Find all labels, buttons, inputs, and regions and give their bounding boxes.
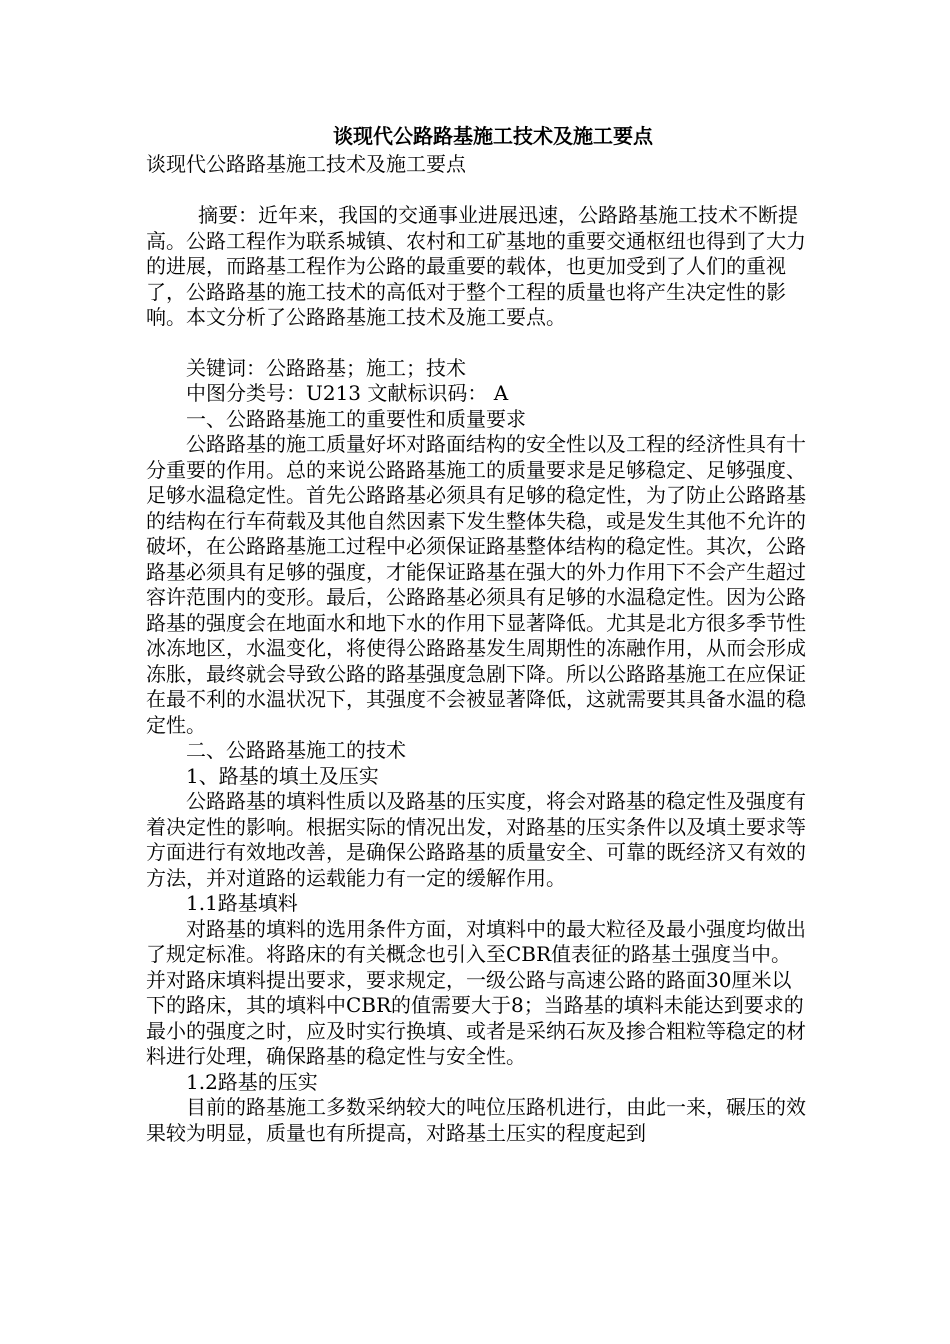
body-paragraph: 目前的路基施工多数采纳较大的吨位压路机进行，由此一来，碾压的效果较为明显，质量也有所提高，对路基土压实的程度起到 [146,1095,806,1145]
spacer [146,331,806,356]
body-paragraph: 公路路基的施工质量好坏对路面结构的安全性以及工程的经济性具有十分重要的作用。总的来说公路路基施工的质量要求是足够稳定、足够强度、足够水温稳定性。首先公路路基必须具有足够的稳定性，为了防止公路路基的结构在行车荷载及其他自然因素下发生整体失稳，或是发生其他不允许的破坏，在公路路基施工过程中必须保证路基整体结构的稳定性。其次，公路路基必须具有足够的强度，才能保证路基在强大的外力作用下不会产生超过容许范围内的变形。最后，公路路基必须具有足够的水温稳定性。因为公路路基的强度会在地面水和地下水的作用下显著降低。尤其是北方很多季节性冰冻地区，水温变化，将使得公路路基发生周期性的冻融作用，从而会形成冻胀，最终就会导致公路的路基强度急剧下降。所以公路路基施工在应保证在最不利的水温状况下，其强度不会被显著降低，这就需要其具备水温的稳定性。 [146,432,806,737]
document-subtitle: 谈现代公路路基施工技术及施工要点 [146,152,466,176]
section-heading: 二、公路路基施工的技术 [186,738,406,762]
keywords-line: 关键词：公路路基；施工；技术 [186,355,466,380]
section-heading: 一、公路路基施工的重要性和质量要求 [186,406,526,431]
body-paragraph: 公路路基的填料性质以及路基的压实度，将会对路基的稳定性及强度有着决定性的影响。根据实际的情况出发，对路基的压实条件以及填土要求等方面进行有效地改善，是确保公路路基的质量安全、可靠的既经济又有效的方法，并对道路的运载能力有一定的缓解作用。 [146,789,806,890]
spacer [146,178,806,203]
body-paragraph: 对路基的填料的选用条件方面，对填料中的最大粒径及最小强度均做出了规定标准。将路床的有关概念也引入至CBR值表征的路基土强度当中。并对路床填料提出要求，要求规定，一级公路与高速公路的路面30厘米以下的路床，其的填料中CBR的值需要大于8；当路基的填料未能达到要求的最小的强度之时，应及时实行换填、或者是采纳石灰及掺合粗粒等稳定的材料进行处理，确保路基的稳定性与安全性。 [146,916,806,1068]
document-page [146,122,806,1146]
abstract-paragraph: 摘要：近年来，我国的交通事业进展迅速，公路路基施工技术不断提高。公路工程作为联系城镇、农村和工矿基地的重要交通枢纽也得到了大力的进展，而路基工程作为公路的最重要的载体，也更加受到了人们的重视了，公路路基的施工技术的高低对于整个工程的质量也将产生决定性的影响。本文分析了公路路基施工技术及施工要点。 [146,203,806,329]
document-title: 谈现代公路路基施工技术及施工要点 [333,124,653,148]
classification-line: 中图分类号：U213 文献标识码： A [186,381,509,405]
subsection-heading: 1.1路基填料 [186,891,298,915]
subsection-heading: 1.2路基的压实 [186,1069,318,1094]
subsection-heading: 1、路基的填土及压实 [186,763,379,788]
